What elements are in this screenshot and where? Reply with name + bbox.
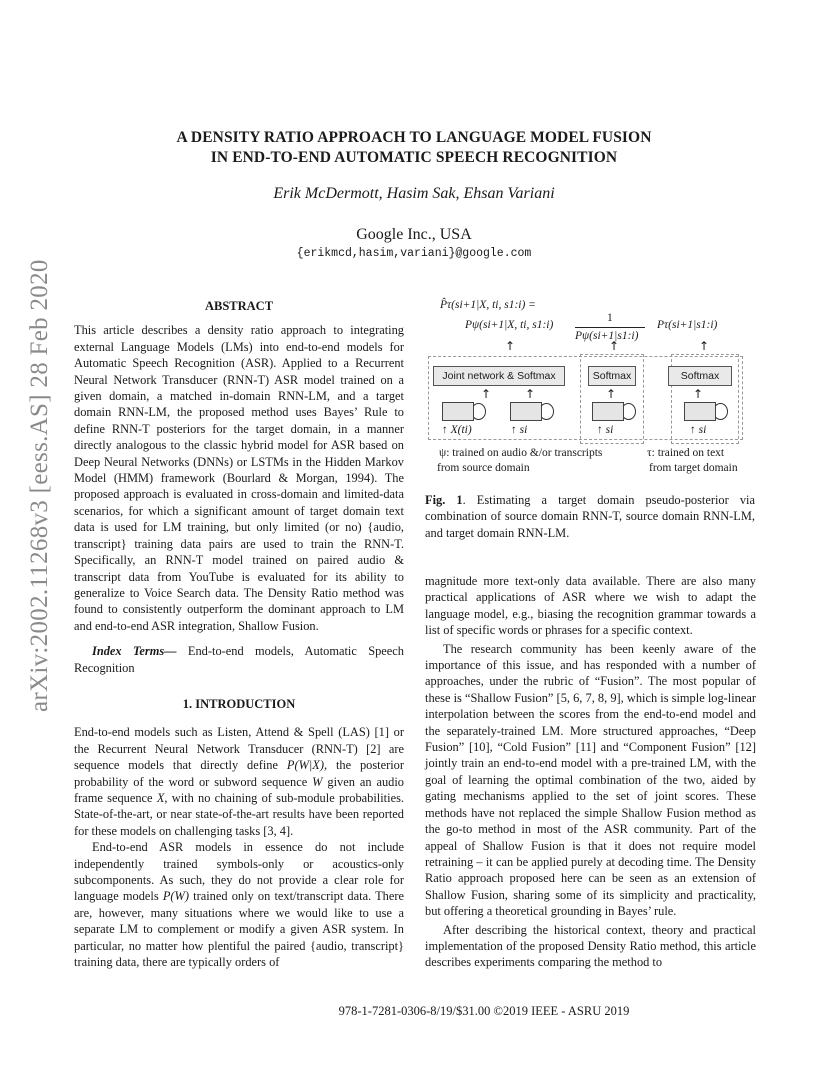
- arrow-up-icon: ↑: [525, 387, 536, 401]
- equation-top: P̂τ(si+1|X, ti, s1:i) =: [440, 299, 536, 311]
- abstract-heading: ABSTRACT: [204, 299, 274, 313]
- math-inline: X: [156, 790, 165, 805]
- citation-link[interactable]: 12: [739, 740, 752, 755]
- input-s-source: ↑ si: [597, 424, 614, 436]
- citation-link[interactable]: 3, 4: [267, 823, 286, 838]
- intro-heading: 1. INTRODUCTION: [182, 696, 296, 711]
- citation-link[interactable]: 2: [370, 741, 377, 756]
- arrow-up-icon: ↑: [597, 424, 603, 436]
- footer-copyright: 978-1-7281-0306-8/19/$31.00 ©2019 IEEE - ASRU 2019: [338, 1004, 630, 1018]
- legend-psi-line1: ψ: trained on audio &/or transcripts: [439, 447, 603, 459]
- equation-mid-num: 1: [607, 312, 613, 324]
- arxiv-side-stamp: arXiv:2002.11268v3 [eess.AS] 28 Feb 2020: [26, 259, 53, 712]
- right-column: [425, 573, 756, 971]
- figure-1: [425, 296, 755, 546]
- input-s-target: ↑ si: [690, 424, 707, 436]
- math-inline: W: [312, 774, 323, 789]
- recurrence-loop-icon: [621, 403, 636, 420]
- softmax-box-source: Softmax: [588, 366, 636, 386]
- arrow-up-icon: ↑: [511, 424, 517, 436]
- right-paragraph-2: The research community has been keenly aware of the importance of this issue, and has responded with a number of approaches, under the rubric of “Fusion”. The most popular of these is “Shallow Fusion” [5, 6, 7, 8, 9], which is simple log-linear interpolation between the scores from the end-to-end model and the separately-trained LM. More structured approaches, “Deep Fusion” [10], “Cold Fusion” [11] and “Component Fusion” [12] jointly train an end-to-end model with a pre-trained LM, with the goal of learning the optimal combination of the two, aided by gating mechanisms applied to the set of joint scores. These methods have not replaced the simple Shallow Fusion method as the go-to method in most of the ASR community. Part of the appeal of Shallow Fusion is that it does not require model retraining – it can be applied purely at decoding time. The Density Ratio approach proposed here can be seen as an extension of Shallow Fusion, sharing some of its simplicity and practicality, but offering a theoretical grounding in Bayes’ rule.: [425, 641, 756, 919]
- joint-network-softmax-box: Joint network & Softmax: [433, 366, 565, 386]
- arrow-up-icon: ↑: [690, 424, 696, 436]
- paper-title: [0, 128, 828, 168]
- math-inline: P(W): [162, 889, 189, 904]
- abstract-text: This article describes a density ratio approach to integrating external Language Models (LMs) into end-to-end models for Automatic Speech Recognition (ASR). Applied to a Recurrent Neural Network Transducer (RNN-T) ASR model trained on a given domain, a matched in-domain RNN-LM, and a target domain RNN-LM, the proposed method uses Bayes’ Rule to define RNN-T posteriors for the target domain, in a manner directly analogous to the classic hybrid model for ASR based on Deep Neural Networks (DNNs) or LSTMs in the Hidden Markov Model (HMM) framework (Bourlard & Morgan, 1994). The proposed approach is evaluated in cross-domain and limited-data scenarios, for which a significant amount of target domain text data is used for LM training, but only limited (or no) {audio, transcript} training data pairs are used to train the RNN-T. Specifically, an RNN-T model trained on paired audio & transcript data from YouTube is evaluated for its ability to generalize to Voice Search data. The Density Ratio method was found to consistently outperform the dominant approach to LM and end-to-end ASR integration, Shallow Fusion.: [74, 323, 404, 633]
- title-line-2: IN END-TO-END AUTOMATIC SPEECH RECOGNITION: [210, 149, 618, 166]
- legend-psi-line2: from source domain: [437, 462, 530, 474]
- legend-tau-line2: from target domain: [649, 462, 738, 474]
- source-lm-cell-icon: [592, 402, 624, 421]
- index-terms-label: Index Terms—: [92, 644, 177, 659]
- citation-link[interactable]: 1: [378, 725, 385, 740]
- input-s-joint: ↑ si: [511, 424, 528, 436]
- intro-paragraph-2: End-to-end ASR models in essence do not include independently trained symbols-only or acoustics-only subcomponents. As such, they do not provide a clear role for language models P(W) trained only on text/transcript data. There are, however, many situations where we would like to use a separate LM to complement or modify a given ASR system. In particular, no matter how plentiful the paired {audio, transcript} training data, there are typically orders of: [74, 840, 404, 970]
- prediction-cell-icon: [510, 402, 542, 421]
- arrow-up-icon: ↑: [442, 424, 448, 436]
- encoder-cell-icon: [442, 402, 474, 421]
- equation-left-term: Pψ(si+1|X, ti, s1:i): [465, 319, 554, 331]
- caption-label: Fig. 1: [425, 493, 463, 507]
- fraction-bar: [575, 327, 645, 328]
- equation-mid-den: Pψ(si+1|s1:i): [575, 330, 639, 342]
- index-terms: [74, 643, 404, 676]
- citation-link[interactable]: 5, 6, 7, 8, 9: [560, 690, 617, 705]
- arrow-up-icon: ↑: [699, 339, 710, 353]
- authors: Erik McDermott, Hasim Sak, Ehsan Variani: [273, 185, 555, 202]
- arrow-up-icon: ↑: [481, 387, 492, 401]
- arrow-up-icon: ↑: [505, 339, 516, 353]
- left-column: [74, 298, 404, 970]
- legend-tau-line1: τ: trained on text: [647, 447, 725, 459]
- intro-paragraph-1: End-to-end models such as Listen, Attend & Spell (LAS) [1] or the Recurrent Neural Network Transducer (RNN-T) [2] are sequence models that directly define P(W|X), the posterior probability of the word or subword sequence W given an audio frame sequence X, with no chaining of sub-module probabilities. State-of-the-art, or near state-of-the-art results have been reported for these models on challenging tasks [3, 4].: [74, 725, 405, 838]
- arrow-up-icon: ↑: [609, 339, 620, 353]
- citation-link[interactable]: 10: [473, 740, 486, 755]
- softmax-box-target: Softmax: [668, 366, 732, 386]
- right-paragraph-3: After describing the historical context, theory and practical implementation of the proposed Density Ratio method, this article describes experiments comparing the method to: [425, 922, 756, 970]
- arrow-up-icon: ↑: [606, 387, 617, 401]
- citation-link[interactable]: 11: [579, 740, 592, 755]
- right-paragraph-1: magnitude more text-only data available. There are also many practical applications of ASR where we wish to adapt the language model, e.g., biasing the recognition grammar towards a list of specific words or phrases for a specific context.: [425, 574, 756, 638]
- recurrence-loop-icon: [539, 403, 554, 420]
- math-inline: P(W|X): [286, 758, 324, 773]
- title-line-1: A DENSITY RATIO APPROACH TO LANGUAGE MODEL FUSION: [176, 129, 652, 146]
- arrow-up-icon: ↑: [693, 387, 704, 401]
- email: {erikmcd,hasim,variani}@google.com: [296, 247, 532, 260]
- recurrence-loop-icon: [713, 403, 728, 420]
- affiliation: Google Inc., USA: [356, 226, 472, 243]
- index-terms-text: End-to-end models, Automatic Speech Recognition: [74, 644, 404, 675]
- target-lm-cell-icon: [684, 402, 716, 421]
- figure-caption: Fig. 1. Estimating a target domain pseudo-posterior via combination of source domain RNN-T, source domain RNN-LM, and target domain RNN-LM.: [425, 493, 755, 540]
- equation-right-term: Pτ(si+1|s1:i): [657, 319, 718, 331]
- recurrence-loop-icon: [471, 403, 486, 420]
- input-x: ↑ X(ti): [442, 424, 472, 436]
